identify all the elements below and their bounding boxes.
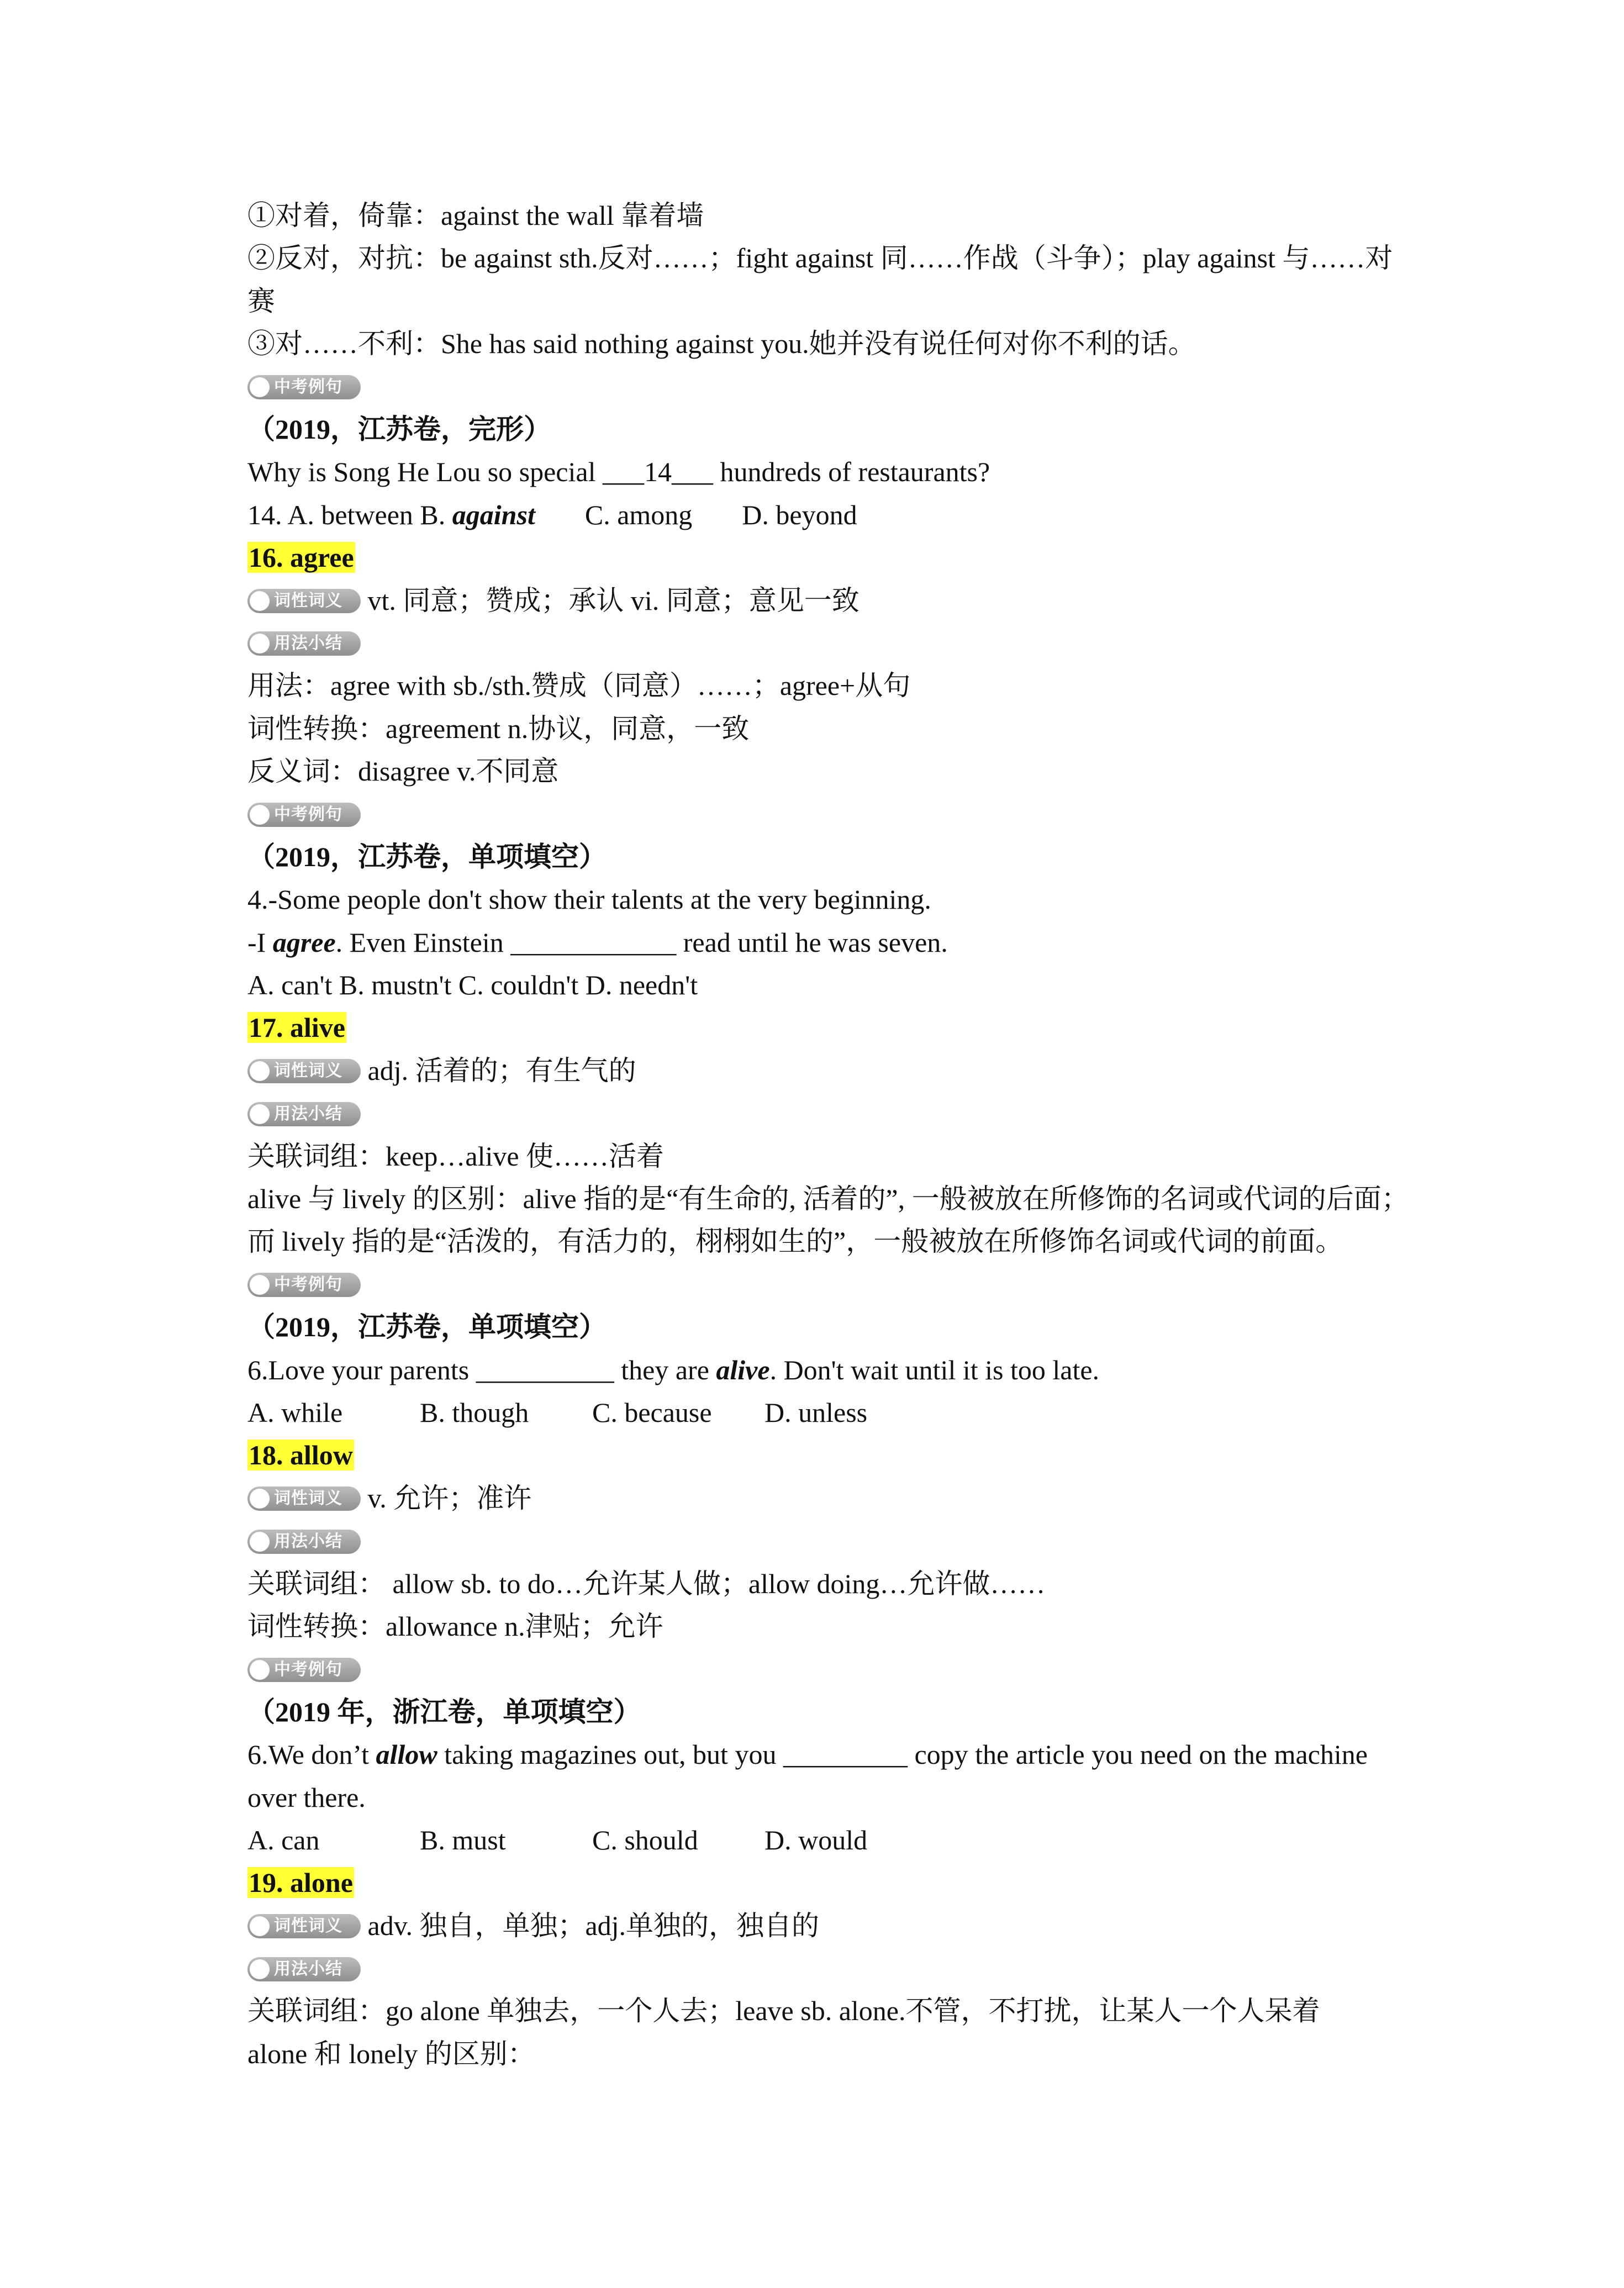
allow-heading-row xyxy=(247,1434,1396,1477)
allow-question: 6.We don’t allow taking magazines out, but you _________ copy the article you need on the machine over there. xyxy=(247,1739,1368,1813)
alive-difference-2: 而 lively 指的是“活泼的，有活力的，栩栩如生的”，一般被放在所修饰名词或代词的前面。 xyxy=(247,1226,1343,1257)
alive-phrase: 关联词组：keep…alive 使……活着 xyxy=(247,1140,665,1172)
meaning-badge: 词性词义 xyxy=(247,589,361,613)
alive-options: A. while B. though C. because D. unless xyxy=(247,1396,868,1428)
word-heading: 19. alone xyxy=(249,1867,353,1899)
alone-usage-badge-row xyxy=(247,1947,1396,1990)
agree-conversion: 词性转换：agreement n.协议，同意，一致 xyxy=(247,713,750,744)
usage-badge: 用法小结 xyxy=(247,631,361,656)
allow-options: A. can B. must C. should D. would xyxy=(247,1824,868,1855)
against-sense-1: ①对着，倚靠：against the wall 靠着墙 xyxy=(247,200,704,231)
alive-heading-row xyxy=(247,1006,1396,1049)
against-exam-badge-row xyxy=(247,366,1396,408)
usage-badge: 用法小结 xyxy=(247,1102,361,1126)
agree-usage-badge-row xyxy=(247,622,1396,665)
exam-example-badge: 中考例句 xyxy=(247,375,361,399)
alive-usage-badge-row xyxy=(247,1092,1396,1135)
alone-meaning-row: 词性词义 adv. 独自，单独；adj.单独的，独自的 xyxy=(247,1905,1396,1947)
against-sense-3: ③对……不利：She has said nothing against you.她并没有说任何对你不利的话。 xyxy=(247,328,1196,360)
agree-question-line-2: -I agree. Even Einstein ____________ read until he was seven. xyxy=(247,926,948,958)
allow-conversion: 词性转换：allowance n.津贴；允许 xyxy=(247,1610,663,1642)
usage-badge: 用法小结 xyxy=(247,1530,361,1554)
alive-difference-1: alive 与 lively 的区别：alive 指的是“有生命的, 活着的”, 一般被放在所修饰的名词或代词的后面； xyxy=(247,1183,1409,1215)
alive-question: 6.Love your parents __________ they are alive. Don't wait until it is too late. xyxy=(247,1354,1100,1385)
allow-meaning-row: 词性词义 v. 允许；准许 xyxy=(247,1477,1396,1520)
agree-heading-row xyxy=(247,536,1396,579)
allow-exam-badge-row xyxy=(247,1648,1396,1690)
against-exam-source: （2019，江苏卷，完形） xyxy=(247,413,551,445)
agree-exam-source: （2019，江苏卷，单项填空） xyxy=(247,841,607,872)
alone-phrase: 关联词组：go alone 单独去，一个人去；leave sb. alone.不管，不打扰，让某人一个人呆着 xyxy=(247,1995,1320,2027)
agree-meaning-row: 词性词义 vt. 同意；赞成；承认 vi. 同意；意见一致 xyxy=(247,579,1396,622)
word-heading: 17. alive xyxy=(249,1012,345,1043)
meaning-badge: 词性词义 xyxy=(247,1914,361,1938)
alive-meaning-row: 词性词义 adj. 活着的；有生气的 xyxy=(247,1050,1396,1092)
word-heading: 18. allow xyxy=(249,1440,353,1471)
exam-example-badge: 中考例句 xyxy=(247,1273,361,1297)
against-sense-2: ②反对，对抗：be against sth.反对……；fight against 同……作战（斗争）；play against 与……对赛 xyxy=(247,242,1393,317)
alive-exam-badge-row xyxy=(247,1263,1396,1306)
alive-exam-source: （2019，江苏卷，单项填空） xyxy=(247,1311,607,1343)
agree-antonym: 反义词：disagree v.不同意 xyxy=(247,756,559,787)
agree-usage: 用法：agree with sb./sth.赞成（同意）……；agree+从句 xyxy=(247,670,911,702)
against-exam-question: Why is Song He Lou so special ___14___ hundreds of restaurants? xyxy=(247,456,990,488)
exam-example-badge: 中考例句 xyxy=(247,1658,361,1682)
against-exam-options: 14. A. between B. against C. among D. beyond xyxy=(247,499,857,530)
agree-exam-badge-row xyxy=(247,793,1396,836)
meaning-badge: 词性词义 xyxy=(247,1059,361,1083)
usage-badge: 用法小结 xyxy=(247,1957,361,1981)
allow-exam-source: （2019 年，浙江卷，单项填空） xyxy=(247,1696,641,1727)
alone-heading-row xyxy=(247,1862,1396,1904)
word-heading: 16. agree xyxy=(249,542,354,573)
alone-difference-title: alone 和 lonely 的区别： xyxy=(247,2038,535,2069)
meaning-badge: 词性词义 xyxy=(247,1486,361,1511)
allow-phrase: 关联词组： allow sb. to do…允许某人做；allow doing…允许做…… xyxy=(247,1568,1046,1599)
exam-example-badge: 中考例句 xyxy=(247,803,361,827)
document-page xyxy=(247,194,1409,2075)
allow-usage-badge-row xyxy=(247,1520,1396,1562)
agree-question-line-1: 4.-Some people don't show their talents at the very beginning. xyxy=(247,884,931,915)
agree-options: A. can't B. mustn't C. couldn't D. needn't xyxy=(247,969,698,1001)
